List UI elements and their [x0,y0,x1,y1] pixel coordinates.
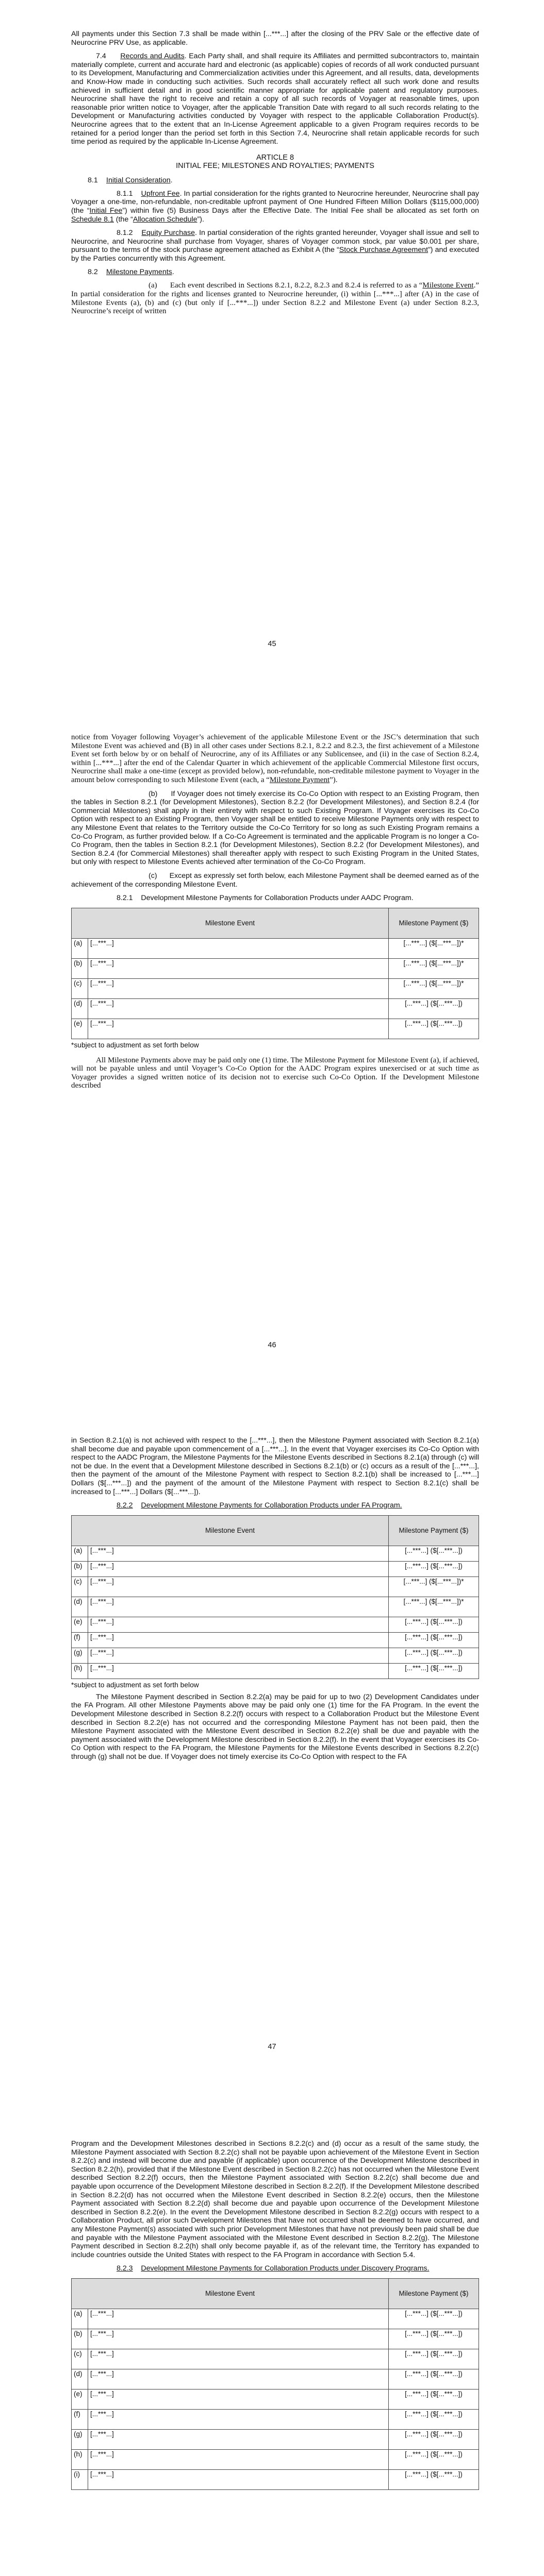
row-label: (d) [72,998,88,1019]
section-title: Upfront Fee [141,189,180,198]
milestone-payment: [...***...] ($[...***...])* [389,1597,479,1617]
milestone-event: [...***...] [88,2349,389,2369]
section-8-1-1 [71,190,479,224]
paragraph: Program and the Development Milestones described in Sections 8.2.2(c) and (d) occur as a result of the same study, the Milestone Payment associated with Section 8.2.2(c) shall not be payable upon achievement of the Milestone Event in Section 8.2.2(c) and instead will become due and payable (if applicable) upon occurrence of the Development Milestone described in Section 8.2.2(h), provided that if the Milestone Event described in Section 8.2.2(c) has not occurred when the Milestone Event described Section 8.2.2(f) occurs, then the Milestone Payment associated with Section 8.2.2(c) shall become due and payable upon occurrence of the Development Milestone described in Section 8.2.2(f). If the Development Milestone described in Section 8.2.2(d) has not occurred when the Milestone Event described in Section 8.2.2(e) occurs, then the Milestone Payment associated with Section 8.2.2(d) shall become due and payable upon occurrence of the Development Milestone described in Section 8.2.2(e). In the event the Development Milestone described in Section 8.2.2(g) occurs with respect to a Collaboration Product, all prior such Development Milestones that have not occurred shall be deemed to have occurred, and any Milestone Payment(s) associated with such prior Development Milestones that have not previously been paid shall be due and payable with the Milestone Payment associated with the Milestone Event described in Section 8.2.2(g). The Milestone Payment described in Section 8.2.2(h) shall only become payable if, as of the relevant time, the Territory has expanded to include countries outside the United States with respect to the FA Program in accordance with Section 5.4. [71,2140,479,2259]
milestone-event: [...***...] [88,2469,389,2489]
table-row [72,2329,479,2349]
milestone-payment: [...***...] ($[...***...]) [389,1561,479,1577]
milestone-payment: [...***...] ($[...***...]) [389,2329,479,2349]
text-run: ”). [329,775,338,784]
row-label: (f) [72,2409,88,2429]
table-row [72,2309,479,2329]
row-label: (h) [72,2449,88,2469]
table-row [72,2409,479,2429]
row-label: (a) [72,938,88,958]
text-run: . In partial consideration for the rights granted to Neurocrine hereunder, Neurocrine shall pay Voyager a one-time, non-refundable, non-creditable upfront payment of One Hundred Fifteen Million Dollars ($115,000,000) (the “ [71,189,479,215]
text-run: ”). [197,215,204,224]
section-title: Development Milestone Payments for Collaboration Products under AADC Program. [141,894,414,903]
milestone-payment: [...***...] ($[...***...]) [389,2349,479,2369]
section-7-4 [71,52,479,146]
row-label: (c) [72,978,88,998]
milestone-event: [...***...] [88,1561,389,1577]
milestone-payment: [...***...] ($[...***...]) [389,1019,479,1039]
table-row [72,2349,479,2369]
section-number: 8.1 [88,176,98,184]
milestone-payment: [...***...] ($[...***...]) [389,2449,479,2469]
row-label: (g) [72,1648,88,1663]
section-number: 7.4 [96,52,106,61]
section-8-2-2 [71,1501,479,1510]
defined-term: Initial Fee [89,206,123,215]
row-label: (d) [72,2369,88,2389]
section-number: 8.2.3 [117,2264,133,2273]
milestone-event: [...***...] [88,978,389,998]
milestone-event: [...***...] [88,2389,389,2409]
section-body: . Each Party shall, and shall require its Affiliates and permitted subcontractors to, maintain materially complete, current and accurate hard and electronic (as applicable) copies of records of all work conducted pursuant to its Development, Manufacturing and Commercialization activities under this Agreement, and all results, data, developments and Know-How made in conducting such activities. Such records shall accurately reflect all such work done and results achieved in sufficient detail and in good scientific manner appropriate for applicable patent and regulatory purposes. Neurocrine shall have the right to receive and retain a copy of all such records of Voyager at reasonable times, upon reasonable prior written notice to Voyager, after the applicable Transition Date with regard to all such records relating to the Development or Manufacturing activities conducted by Voyager with respect to the applicable Collaboration Product(s). Neurocrine agrees that to the extent that an In-License Agreement applicable to a given Program requires records to be retained for a period longer than the period set forth in this Section 7.4, Neurocrine shall retain applicable records for such time period as required by the applicable In-License Agreement. [71,52,479,146]
clause-b [71,790,479,867]
page-number: 46 [268,1341,276,1349]
milestone-payment: [...***...] ($[...***...]) [389,1617,479,1632]
schedule-reference: Schedule 8.1 [71,215,114,224]
milestone-payment: [...***...] ($[...***...]) [389,1546,479,1561]
milestone-event: [...***...] [88,2429,389,2449]
section-8-1-2 [71,229,479,263]
paragraph: The Milestone Payment described in Section 8.2.2(a) may be paid for up to two (2) Development Candidates under the FA Program. All other Milestone Payments above may be paid only one (1) time for the FA Program. In the event the Development Milestone described in Section 8.2.2(f) occurs with respect to a Collaboration Product but the Milestone Event described in Section 8.2.2(e) has not occurred and the corresponding Milestone Payment has not been paid, then the Milestone Payment associated with the Milestone Event described in Section 8.2.2(e) shall be due and payable with the payment associated with the Development Milestone described in Section 8.2.2(f). In the event that Voyager exercises its Co-Co Option with respect to the FA Program, the Milestone Payments for the Milestone Events described in Sections 8.2.2(c) through (g) shall not be due. If Voyager does not timely exercise its Co-Co Option with respect to the FA [71,1692,479,1761]
document-page-46 [0,703,544,1406]
article-heading: ARTICLE 8 [256,153,294,162]
paragraph: in Section 8.2.1(a) is not achieved with respect to the [...***...], then the Milestone Payment associated with Section 8.2.1(a) shall become due and payable upon commencement of a [...***...]. In the event that Voyager exercises its Co-Co Option with respect to the AADC Program, the Milestone Payments for the Milestone Events described in Sections 8.2.1(a) through (c) will not be due. In the event that a Development Milestone described in Sections 8.2.1(b) or (c) occurs as a result of the [...***...], then the payment of the amount of the Milestone Payment with respect to Section 8.2.1(b) shall be increased to [...***...] Dollars ($[...***...]) and the payment of the amount of the Milestone Payment with respect to Section 8.2.1(c) shall be increased to [...***...] Dollars ($[...***...]). [71,1436,479,1496]
table-footnote: *subject to adjustment as set forth below [71,1041,199,1049]
milestone-event: [...***...] [88,2409,389,2429]
clause-label: (c) [149,871,157,880]
table-row [72,2469,479,2489]
row-label: (d) [72,1597,88,1617]
table-row [72,1597,479,1617]
section-number: 8.2.2 [117,1501,133,1510]
clause-label: (a) [149,281,157,290]
text-run: Each event described in Sections 8.2.1, 8.2.2, 8.2.3 and 8.2.4 is referred to as a “ [170,281,423,290]
milestone-payment: [...***...] ($[...***...])* [389,958,479,978]
document-page-47 [0,1406,544,2110]
milestone-payment: [...***...] ($[...***...])* [389,938,479,958]
table-header-payment: Milestone Payment ($) [389,1515,479,1546]
milestone-event: [...***...] [88,2449,389,2469]
row-label: (i) [72,2469,88,2489]
document-page-45 [0,0,544,703]
page-number: 45 [268,640,276,648]
text-run: notice from Voyager following Voyager’s achievement of the applicable Milestone Event or the JSC’s determination that such Milestone Event was achieved and (B) in all other cases under Sections 8.2.1, 8.2.2 and 8.2.3, the first achievement of a Milestone Event set forth below by or on behalf of Neurocrine, any of its Affiliates or any Sublicensee, and (ii) in the case of Section 8.2.4, within [...***...] after the end of the Calendar Quarter in which achievement of the applicable Commercial Milestone first occurs, Neurocrine shall make a one-time (except as provided below), non-refundable, non-creditable milestone payment to Voyager in the amount below corresponding to such Milestone Event (each, a “ [71,733,479,784]
defined-term: Allocation Schedule [133,215,197,224]
table-row [72,2389,479,2409]
section-number: 8.2.1 [117,894,133,903]
milestone-event: [...***...] [88,1546,389,1561]
table-row [72,958,479,978]
milestone-event: [...***...] [88,958,389,978]
text-run: (the “ [113,215,133,224]
section-8-2-1 [71,894,479,903]
paragraph: All payments under this Section 7.3 shall be made within [...***...] after the closing of the PRV Sale or the effective date of Neurocrine PRV Use, as applicable. [71,30,479,47]
milestone-payment: [...***...] ($[...***...]) [389,2389,479,2409]
text-run: ”) within five (5) Business Days after the Effective Date. The Initial Fee shall be allocated as set forth on [122,206,479,215]
paragraph: All Milestone Payments above may be paid only one (1) time. The Milestone Payment for Milestone Event (a), if achieved, will not be payable unless and until Voyager’s Co-Co Option for the AADC Program expires unexercised or at such time as Voyager provides a signed written notice of its decision not to exercise such Co-Co Option. If the Development Milestone described [71,1056,479,1090]
milestone-event: [...***...] [88,1019,389,1039]
table-row [72,1663,479,1679]
document-page-48 [0,2110,544,2576]
row-label: (a) [72,1546,88,1561]
milestone-event: [...***...] [88,1663,389,1679]
table-footnote: *subject to adjustment as set forth below [71,1681,199,1689]
row-label: (c) [72,2349,88,2369]
text-run: Except as expressly set forth below, each Milestone Payment shall be deemed earned as of the achievement of the corresponding Milestone Event. [71,871,479,889]
table-row [72,998,479,1019]
milestone-event: [...***...] [88,2309,389,2329]
milestone-payment: [...***...] ($[...***...]) [389,2409,479,2429]
milestone-event: [...***...] [88,1632,389,1648]
table-row [72,1577,479,1597]
milestone-event: [...***...] [88,1597,389,1617]
page-number: 47 [268,2043,276,2051]
table-row [72,1648,479,1663]
table-row [72,1546,479,1561]
milestone-payment: [...***...] ($[...***...])* [389,1577,479,1597]
milestone-table-discovery [71,2278,479,2490]
milestone-event: [...***...] [88,998,389,1019]
table-header-event: Milestone Event [72,2278,389,2309]
row-label: (e) [72,1019,88,1039]
row-label: (e) [72,1617,88,1632]
row-label: (b) [72,2329,88,2349]
section-title: Development Milestone Payments for Collaboration Products under Discovery Programs. [141,2264,430,2273]
table-row [72,2429,479,2449]
section-title: Equity Purchase [141,229,195,238]
milestone-event: [...***...] [88,1577,389,1597]
row-label: (e) [72,2389,88,2409]
section-title: Milestone Payments [106,268,172,277]
milestone-payment: [...***...] ($[...***...]) [389,1632,479,1648]
clause-label: (b) [149,789,158,798]
table-row [72,1019,479,1039]
text-run: ”) and executed by the Parties concurrently with this Agreement. [71,246,480,263]
milestone-payment: [...***...] ($[...***...]) [389,2469,479,2489]
table-header-event: Milestone Event [72,908,389,938]
row-label: (b) [72,1561,88,1577]
row-label: (f) [72,1632,88,1648]
milestone-payment: [...***...] ($[...***...]) [389,1648,479,1663]
row-label: (c) [72,1577,88,1597]
milestone-payment: [...***...] ($[...***...]) [389,2429,479,2449]
milestone-event: [...***...] [88,1617,389,1632]
section-number: 8.1.2 [117,229,133,238]
section-title: Development Milestone Payments for Collaboration Products under FA Program. [141,1501,402,1510]
milestone-payment: [...***...] ($[...***...])* [389,978,479,998]
paragraph [71,733,479,785]
table-row [72,2369,479,2389]
milestone-event: [...***...] [88,1648,389,1663]
row-label: (b) [72,958,88,978]
defined-term: Milestone Payment [269,775,330,784]
defined-term: Stock Purchase Agreement [339,246,428,255]
clause-c [71,872,479,889]
section-title: Records and Audits [120,52,185,61]
milestone-payment: [...***...] ($[...***...]) [389,1663,479,1679]
section-number: 8.2 [88,268,98,277]
text-run: . In partial consideration of the rights granted hereunder, Voyager shall issue and sell to Neurocrine, and Neurocrine shall purchase from Voyager, shares of Voyager common stock, par value $0.001 per share, pursuant to the terms of the stock purchase agreement attached as Exhibit A (the “ [71,229,479,255]
section-8-2: 8.2 Milestone Payments. [88,268,174,277]
milestone-event: [...***...] [88,2369,389,2389]
section-8-2-a [71,281,479,315]
table-row [72,1617,479,1632]
milestone-event: [...***...] [88,938,389,958]
milestone-payment: [...***...] ($[...***...]) [389,2309,479,2329]
row-label: (h) [72,1663,88,1679]
section-number: 8.1.1 [117,189,133,198]
table-row [72,978,479,998]
section-8-1: 8.1 Initial Consideration. [88,176,173,184]
article-title: INITIAL FEE; MILESTONES AND ROYALTIES; PAYMENTS [176,161,374,170]
row-label: (g) [72,2429,88,2449]
table-row [72,1632,479,1648]
milestone-payment: [...***...] ($[...***...]) [389,2369,479,2389]
milestone-payment: [...***...] ($[...***...]) [389,998,479,1019]
milestone-table-aadc [71,908,479,1039]
milestone-table-fa [71,1515,479,1679]
defined-term: Milestone Event [422,281,474,290]
milestone-event: [...***...] [88,2329,389,2349]
table-header-event: Milestone Event [72,1515,389,1546]
table-row [72,2449,479,2469]
table-row [72,938,479,958]
row-label: (a) [72,2309,88,2329]
text-run: If Voyager does not timely exercise its Co-Co Option with respect to an Existing Program, then the tables in Section 8.2.1 (for Development Milestones), Section 8.2.2 (for Development Milestones), and Section 8.2.4 (for Commercial Milestones) shall apply in their entirety with respect to such Existing Program. If Voyager exercises its Co-Co Option with respect to an Existing Program, then Voyager shall be entitled to receive Milestone Payments only with respect to any Milestone Event that relates to the Territory outside the Co-Co Territory for so long as such Existing Program remains a Co-Co Program, as further provided below. If a Co-Co Agreement is terminated and the applicable Program is no longer a Co-Co Program, then the tables in Section 8.2.1 (for Development Milestones), Section 8.2.2 (for Development Milestones), and Section 8.2.4 (for Commercial Milestones) shall thereafter apply with respect to such Existing Program in the United States, but only with respect to Milestone Events achieved after termination of the Co-Co Program. [71,789,480,867]
section-8-2-3 [71,2264,479,2273]
table-header-payment: Milestone Payment ($) [389,908,479,938]
table-header-payment: Milestone Payment ($) [389,2278,479,2309]
section-title: Initial Consideration [106,176,171,184]
text-run: .” In partial consideration for the rights and licenses granted to Neurocrine hereunder, (i) within [...***...] after (A) in the case of Milestone Events (a), (b) and (c) (but only if [...***...]) under Section 8.2.2 and Milestone Event (a) under Section 8.2.3, Neurocrine’s receipt of written [71,281,479,316]
table-row [72,1561,479,1577]
